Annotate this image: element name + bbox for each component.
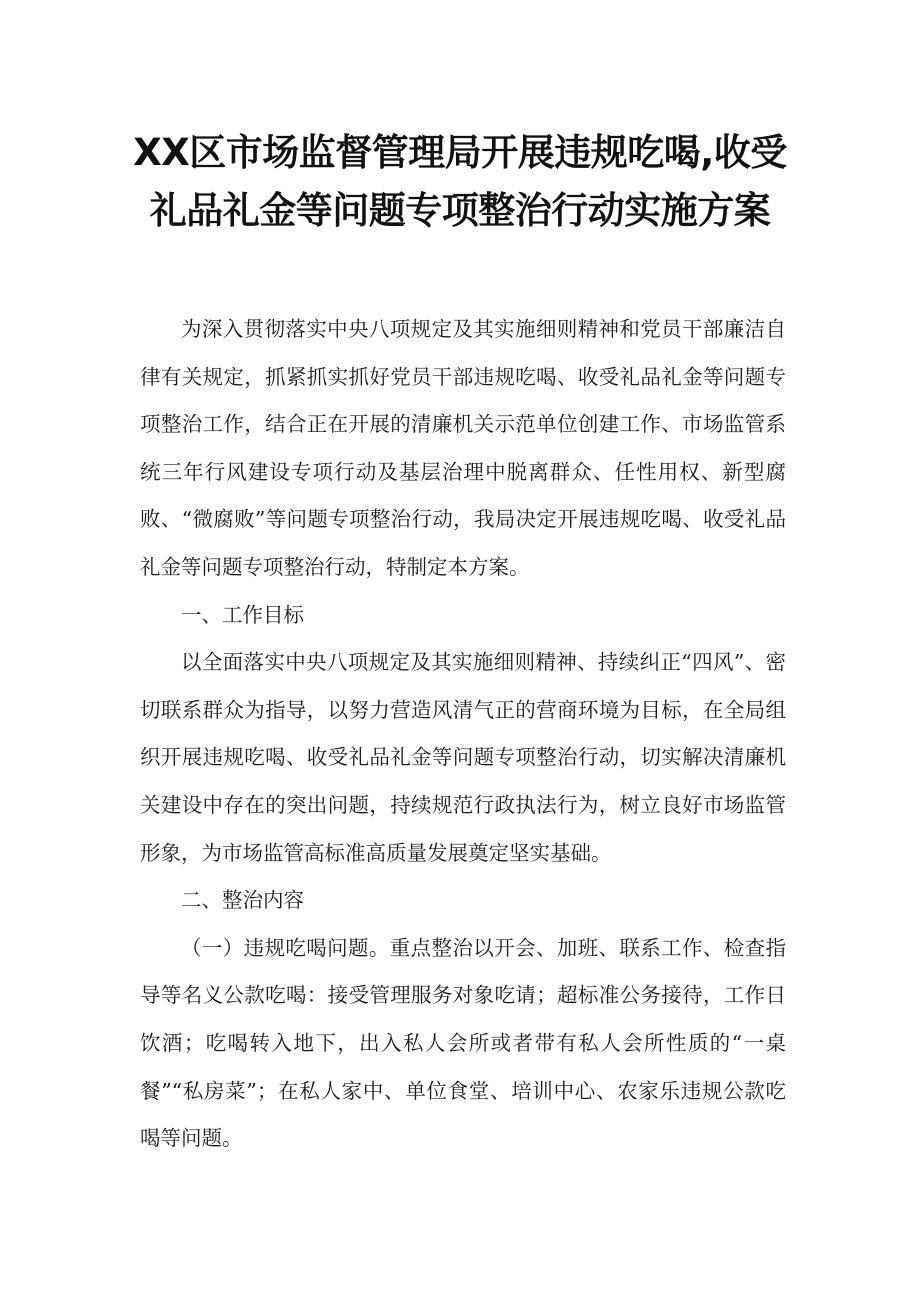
rectification-item-1-paragraph: （一）违规吃喝问题。重点整治以开会、加班、联系工作、检查指导等名义公款吃喝：接受管理服务对象吃请；超标准公务接待，工作日饮酒；吃喝转入地下，出入私人会所或者带有私人会所性质的“一桌餐”“私房菜”；在私人家中、单位食堂、培训中心、农家乐违规公款吃喝等问题。 [140, 935, 786, 1151]
document-title [0, 124, 920, 240]
section-heading-rectification-content: 二、整治内容 [181, 888, 304, 913]
title-line-1: XX区市场监督管理局开展违规吃喝,收受 [133, 131, 787, 174]
title-line-2: 礼品礼金等问题专项整治行动实施方案 [149, 189, 771, 232]
section-heading-work-goals: 一、工作目标 [181, 602, 304, 627]
work-goals-paragraph: 以全面落实中央八项规定及其实施细则精神、持续纠正“四风”、密切联系群众为指导，以努力营造风清气正的营商环境为目标，在全局组织开展违规吃喝、收受礼品礼金等问题专项整治行动，切实解决清廉机关建设中存在的突出问题，持续规范行政执法行为，树立良好市场监管形象，为市场监管高标准高质量发展奠定坚实基础。 [140, 650, 786, 865]
document-body [140, 306, 786, 1163]
intro-paragraph: 为深入贯彻落实中央八项规定及其实施细则精神和党员干部廉洁自律有关规定，抓紧抓实抓好党员干部违规吃喝、收受礼品礼金等问题专项整治工作，结合正在开展的清廉机关示范单位创建工作、市场监管系统三年行风建设专项行动及基层治理中脱离群众、任性用权、新型腐败、“微腐败”等问题专项整治行动，我局决定开展违规吃喝、收受礼品礼金等问题专项整治行动，特制定本方案。 [140, 317, 786, 579]
